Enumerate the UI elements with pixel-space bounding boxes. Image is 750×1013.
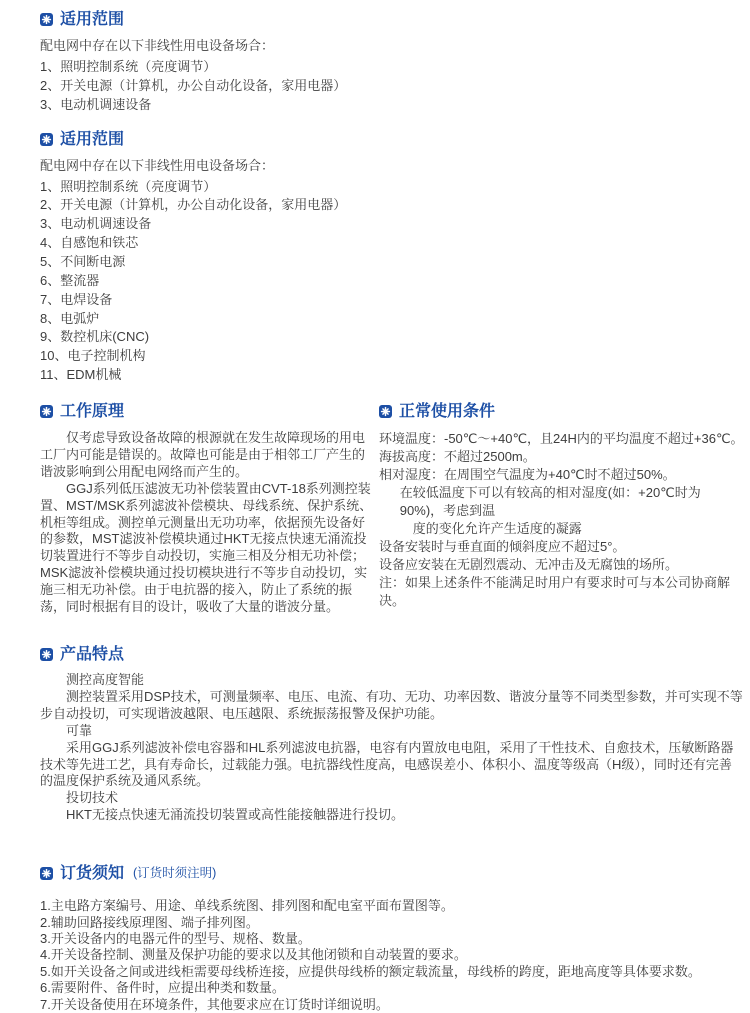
scope2-intro: 配电网中存在以下非线性用电设备场合： [40,157,275,173]
condition-line: 海拔高度：不超过2500m。 [379,449,536,464]
section-title-scope-1 [40,10,744,29]
feature-text: 采用GGJ系列滤波补偿电容器和HL系列滤波电抗器，电容有内置放电电阻，采用了干性技术、自愈技术，压敏断路器技术等先进工艺，具有寿命长，过载能力强。电抗器线性度高，电感误差小、体积小、温度等级高（H级），同时还有完善的温度保护系统及通风系统。 [40,739,734,789]
ordering-list [40,898,744,1013]
scope1-item: 3、电动机调速设备 [40,96,152,112]
scope2-item: 11、EDM机械 [40,367,122,383]
section-bullet-icon [40,13,53,26]
scope2-item: 6、整流器 [40,272,100,288]
scope2-item: 2、开关电源（计算机，办公自动化设备，家用电器） [40,197,347,213]
two-column-row [40,402,744,616]
section-applicable-range-1 [40,10,744,115]
section-bullet-icon [40,648,53,661]
ordering-item: 5.如开关设备之间或进线柜需要母线桥连接，应提供母线桥的额定载流量，母线桥的跨度，距地高度等具体要求数。 [40,963,701,979]
section-title-ordering [40,864,744,883]
section-title-text: 订货须知 [60,865,125,883]
section-normal-use-conditions [376,402,744,616]
ordering-item: 2.辅助回路接线原理图、端子排列图。 [40,914,259,930]
feature-text: HKT无接点快速无涌流投切装置或高性能接触器进行投切。 [66,807,405,823]
section-title-text: 适用范围 [60,130,125,148]
section-title-text: 工作原理 [60,402,125,420]
scope2-item: 8、电弧炉 [40,310,100,326]
scope1-intro: 配电网中存在以下非线性用电设备场合： [40,38,275,54]
section-title-features [40,645,744,664]
feature-subtitle: 投切技术 [66,790,119,806]
section-subtitle-text: (订货时须注明) [133,866,217,881]
conditions-lines [379,430,744,609]
scope1-item: 2、开关电源（计算机，办公自动化设备，家用电器） [40,77,347,93]
scope2-item: 7、电焊设备 [40,291,113,307]
condition-line: 度的变化允许产生适度的凝露 [412,520,582,536]
scope1-item: 1、照明控制系统（亮度调节） [40,59,217,75]
section-title-text: 产品特点 [60,645,125,663]
ordering-item: 1.主电路方案编号、用途、单线系统图、排列图和配电室平面布置图等。 [40,898,454,914]
section-bullet-icon [40,867,53,880]
ordering-item: 3.开关设备内的电器元件的型号、规格、数量。 [40,931,311,946]
ordering-item: 6.需要附件、备件时，应提出种类和数量。 [40,980,285,996]
scope1-list [40,58,744,115]
section-title-scope-2 [40,130,744,149]
section-working-principle [40,402,376,616]
scope2-item: 9、数控机床(CNC) [40,329,150,345]
condition-line: 环境温度：-50℃～+40℃，且24H内的平均温度不超过+36℃。 [379,431,744,447]
scope2-item: 4、自感饱和铁芯 [40,235,139,251]
condition-line: 设备安装时与垂直面的倾斜度应不超过5°。 [379,538,626,554]
feature-text: 测控装置采用DSP技术，可测量频率、电压、电流、有功、无功、功率因数、谐波分量等不同类型参数，并可实现不等步自动投切，可实现谐波越限、电压越限、系统振荡报警及保护功能。 [40,688,743,721]
section-title-conditions [379,402,744,421]
section-product-features [40,645,744,824]
ordering-item: 7.开关设备使用在环境条件，其他要求应在订货时详细说明。 [40,996,389,1012]
scope2-item: 5、不间断电源 [40,253,126,269]
condition-line: 设备应安装在无剧烈震动、无冲击及无腐蚀的场所。 [379,556,679,572]
feature-subtitle: 可靠 [66,722,93,738]
scope2-item: 3、电动机调速设备 [40,216,152,232]
scope2-item: 10、电子控制机构 [40,348,146,364]
section-title-text: 正常使用条件 [399,402,496,420]
principle-paragraph: 仅考虑导致设备故障的根源就在发生故障现场的用电工厂内可能是错误的。故障也可能是由于相邻工厂产生的谐波影响到公用配电网络而产生的。 [40,430,366,479]
section-bullet-icon [40,133,53,146]
principle-paragraphs [40,430,376,616]
condition-line: 注：如果上述条件不能满足时用户有要求时可与本公司协商解决。 [379,574,731,608]
principle-paragraph: GGJ系列低压滤波无功补偿装置由CVT-18系列测控装置、MST/MSK系列滤波补偿模块、母线系统、保护系统、机柜等组成。测控单元测量出无功功率，依据预先设备好的参数，MST滤波补偿模块通过HKT无接点快速无涌流投切装置进行不等步自动投切，实施三相及分相无功补偿；MSK滤波补偿模块通过投切模块进行不等步自动投切，实施三相无功补偿。由于电抗器的接入，防止了系统的振荡，同时根据有目的设计，吸收了大量的谐波分量。 [40,480,373,614]
feature-subtitle: 测控高度智能 [66,672,145,688]
section-ordering-notes [40,864,744,1013]
condition-line: 在较低温度下可以有较高的相对湿度(如：+20℃时为90%)，考虑到温 [399,484,701,518]
ordering-item: 4.开关设备控制、测量及保护功能的要求以及其他闭锁和自动装置的要求。 [40,947,467,963]
scope2-list [40,178,744,385]
section-bullet-icon [40,405,53,418]
section-bullet-icon [379,405,392,418]
section-title-principle [40,402,376,421]
condition-line: 相对湿度：在周围空气温度为+40℃时不超过50%。 [379,466,676,482]
section-title-text: 适用范围 [60,11,125,28]
section-applicable-range-2 [40,130,744,385]
feature-blocks [40,672,744,824]
scope2-item: 1、照明控制系统（亮度调节） [40,178,217,194]
